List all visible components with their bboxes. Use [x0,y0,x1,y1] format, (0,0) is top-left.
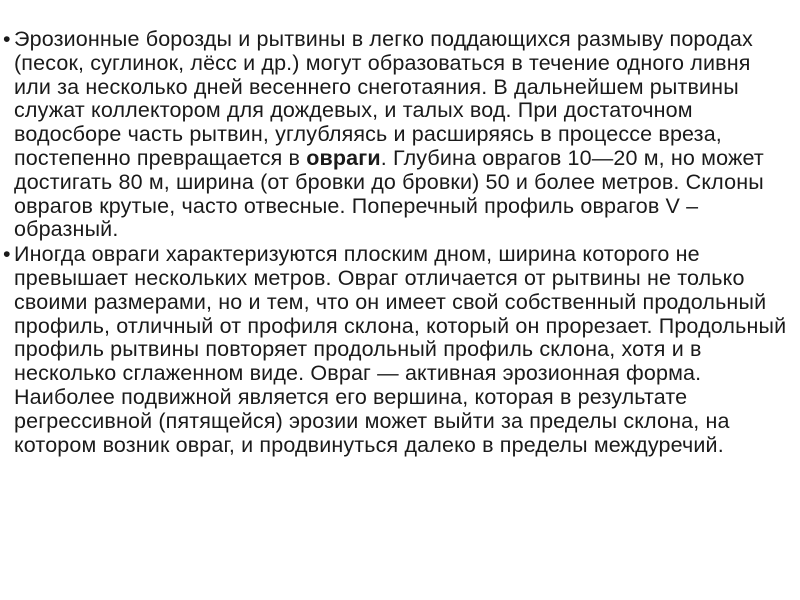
paragraph-1-text-end: . Глубина оврагов 10—20 м, но может достигать 80 м, ширина (от бровки до бровки) 50 и более метров. Склоны оврагов крутые, часто отвесные. Поперечный профиль оврагов V –образный. [14,145,764,242]
bullet-marker: • [3,27,11,51]
paragraph-2-text: Иногда овраги характеризуются плоским дном, ширина которого не превышает нескольких метров. Овраг отличается от рытвины не только своими размерами, но и тем, что он имеет свой собственный продольный профиль, отличный от профиля склона, который он прорезает. Продольный профиль рытвины повторяет продольный профиль склона, хотя и в несколько сглаженном виде. Овраг — активная эрозионная форма. Наиболее подвижной является его вершина, которая в результате регрессивной (пятящейся) эрозии может выйти за пределы склона, на котором возник овраг, и продвинуться далеко в пределы междуречий. [14,242,787,457]
bullet-marker: • [3,242,11,267]
paragraph-ravine-profile [4,243,790,457]
paragraph-ravine-formation [4,28,790,242]
paragraph-1-text-start: Эрозионные борозды и рытвины в легко поддающихся размыву породах (песок, суглинок, лёсс и др.) могут образоваться в течение одного ливня или за несколько дней весеннего снеготаяния. В дальнейшем рытвины служат коллектором для дождевых, и талых вод. При достаточном водосборе часть рытвин, углубляясь и расширяясь в процессе вреза, постепенно превращается в [14,27,753,170]
term-ovragi: овраги [306,145,381,170]
